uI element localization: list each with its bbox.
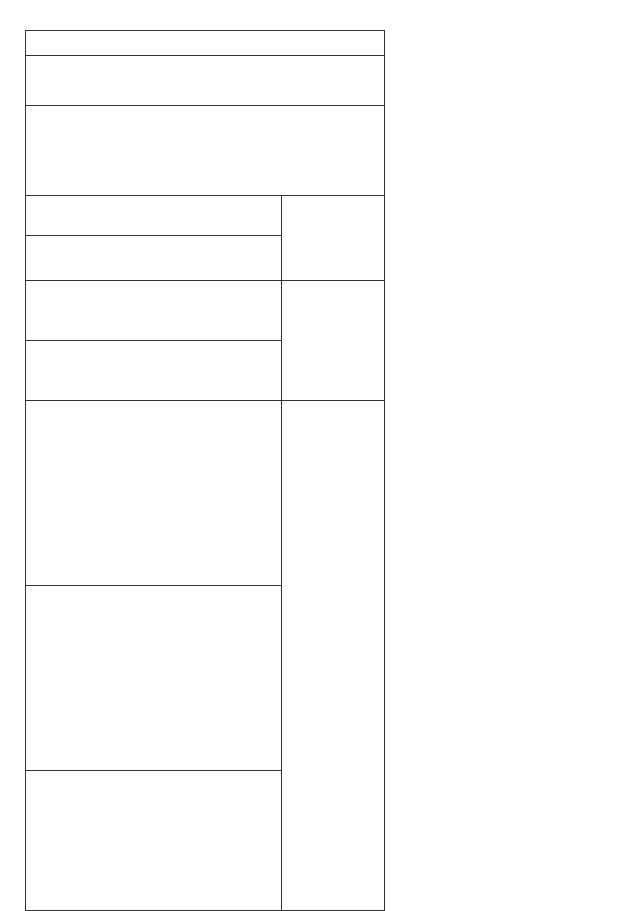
- header-unit: [281, 196, 384, 281]
- header-deviation-reason: [26, 771, 282, 911]
- header-req-gov-value: [26, 341, 282, 401]
- header-req-ministry-value: [26, 586, 282, 771]
- title-block: [468, 130, 470, 830]
- header-req-ministry-char: [26, 401, 282, 586]
- header-item-name: [26, 106, 385, 196]
- header-unit-code: [26, 196, 282, 236]
- header-req-gov: [281, 281, 384, 401]
- header-num: [26, 31, 385, 56]
- goods-requirements-table: [25, 30, 385, 911]
- header-unit-name: [26, 236, 282, 281]
- header-okpd: [26, 56, 385, 106]
- header-req-ministry: [281, 401, 384, 911]
- header-req-gov-char: [26, 281, 282, 341]
